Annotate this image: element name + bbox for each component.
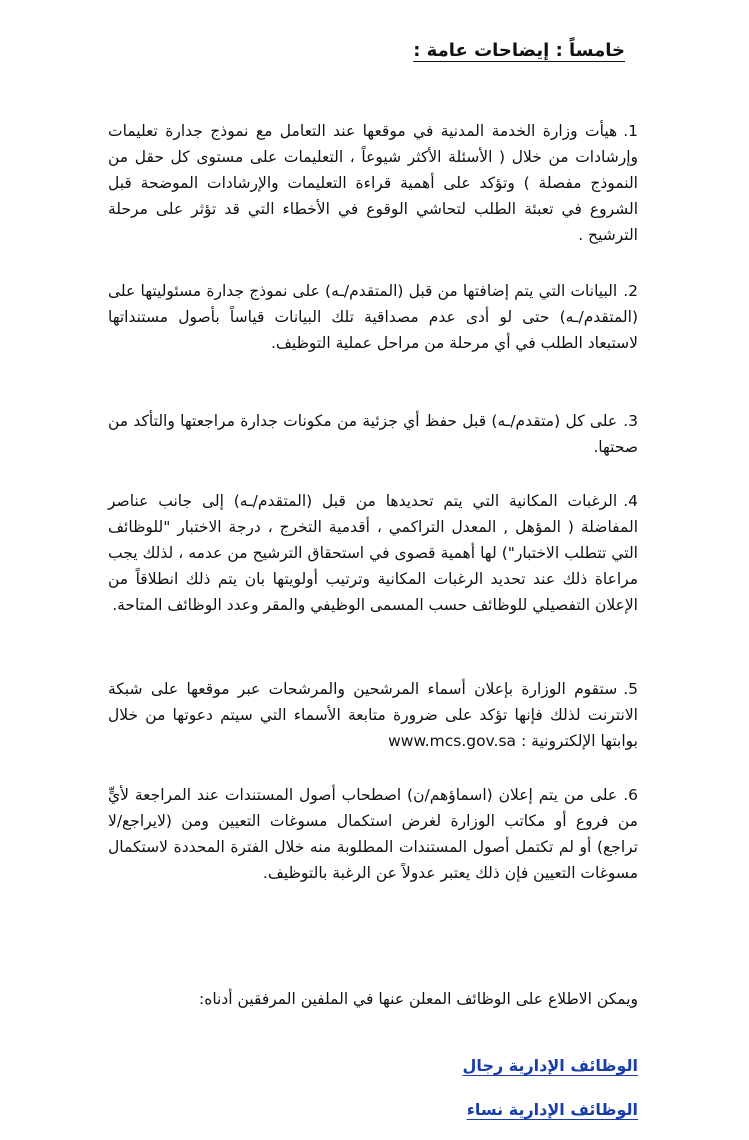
item-number: 5.	[623, 680, 638, 698]
list-item	[108, 676, 638, 754]
men-jobs-link[interactable]: الوظائف الإدارية رجال	[462, 1056, 638, 1075]
item-number: 6.	[623, 786, 638, 804]
list-item	[108, 278, 638, 356]
item-text: ستقوم الوزارة بإعلان أسماء المرشحين والمرشحات عبر موقعها على شبكة الانترنت لذلك فإنها تؤكد على ضرورة متابعة الأسماء التي سيتم دعوتها من خلال بوابتها الإلكترونية : www.mcs.gov.sa	[108, 680, 638, 750]
item-number: 2.	[623, 282, 638, 300]
item-number: 1.	[623, 122, 638, 140]
item-text: الرغبات المكانية التي يتم تحديدها من قبل (المتقدم/ـه) إلى جانب عناصر المفاضلة ( المؤهل , المعدل التراكمي ، أقدمية التخرج ، درجة الاختبار "للوظائف التي تتطلب الاختبار") لها أهمية قصوى في استحقاق الترشيح من عدمه ، لذلك يجب مراعاة ذلك عند تحديد الرغبات المكانية وترتيب أولويتها بان يتم ذلك انطلاقاً من الإعلان التفصيلي للوظائف حسب المسمى الوظيفي والمقر وعدد الوظائف المتاحة.	[108, 492, 638, 614]
item-number: 3.	[623, 412, 638, 430]
item-text: على كل (متقدم/ـه) قبل حفظ أي جزئية من مكونات جدارة مراجعتها والتأكد من صحتها.	[108, 412, 638, 456]
item-text: على من يتم إعلان (اسماؤهم/ن) اصطحاب أصول المستندات عند المراجعة لأيٍّ من فروع أو مكاتب الوزارة لغرض استكمال مسوغات التعيين ومن (لايراجع/لا تراجع) أو لم تكتمل أصول المستندات المطلوبة منه خلال الفترة المحددة لاستكمال مسوغات التعيين فإن ذلك يعتبر عدولاً عن الرغبة بالتوظيف.	[108, 786, 638, 882]
item-text: هيأت وزارة الخدمة المدنية في موقعها عند التعامل مع نموذج جدارة تعليمات وإرشادات من خلال ( الأسئلة الأكثر شيوعاً ، التعليمات على مستوى كل حقل من النموذج مفصلة ) وتؤكد على أهمية قراءة التعليمات والإرشادات الموضحة قبل الشروع في تعبئة الطلب لتحاشي الوقوع في الأخطاء التي قد تؤثر على مرحلة الترشيح .	[108, 122, 638, 244]
women-jobs-link[interactable]: الوظائف الإدارية نساء	[466, 1100, 638, 1119]
item-number: 4.	[623, 492, 638, 510]
attachments-intro: ويمكن الاطلاع على الوظائف المعلن عنها في الملفين المرفقين أدناه:	[198, 990, 638, 1008]
section-heading: خامساً : إيضاحات عامة :	[413, 40, 625, 61]
list-item	[108, 782, 638, 886]
list-item	[108, 408, 638, 460]
item-text: البيانات التي يتم إضافتها من قبل (المتقدم/ـه) على نموذج جدارة مسئوليتها على (المتقدم/ـه) حتى لو أدى عدم مصداقية تلك البيانات قياساً بأصول مستنداتها لاستبعاد الطلب في أي مرحلة من مراحل عملية التوظيف.	[108, 282, 638, 352]
list-item	[108, 488, 638, 618]
list-item	[108, 118, 638, 248]
